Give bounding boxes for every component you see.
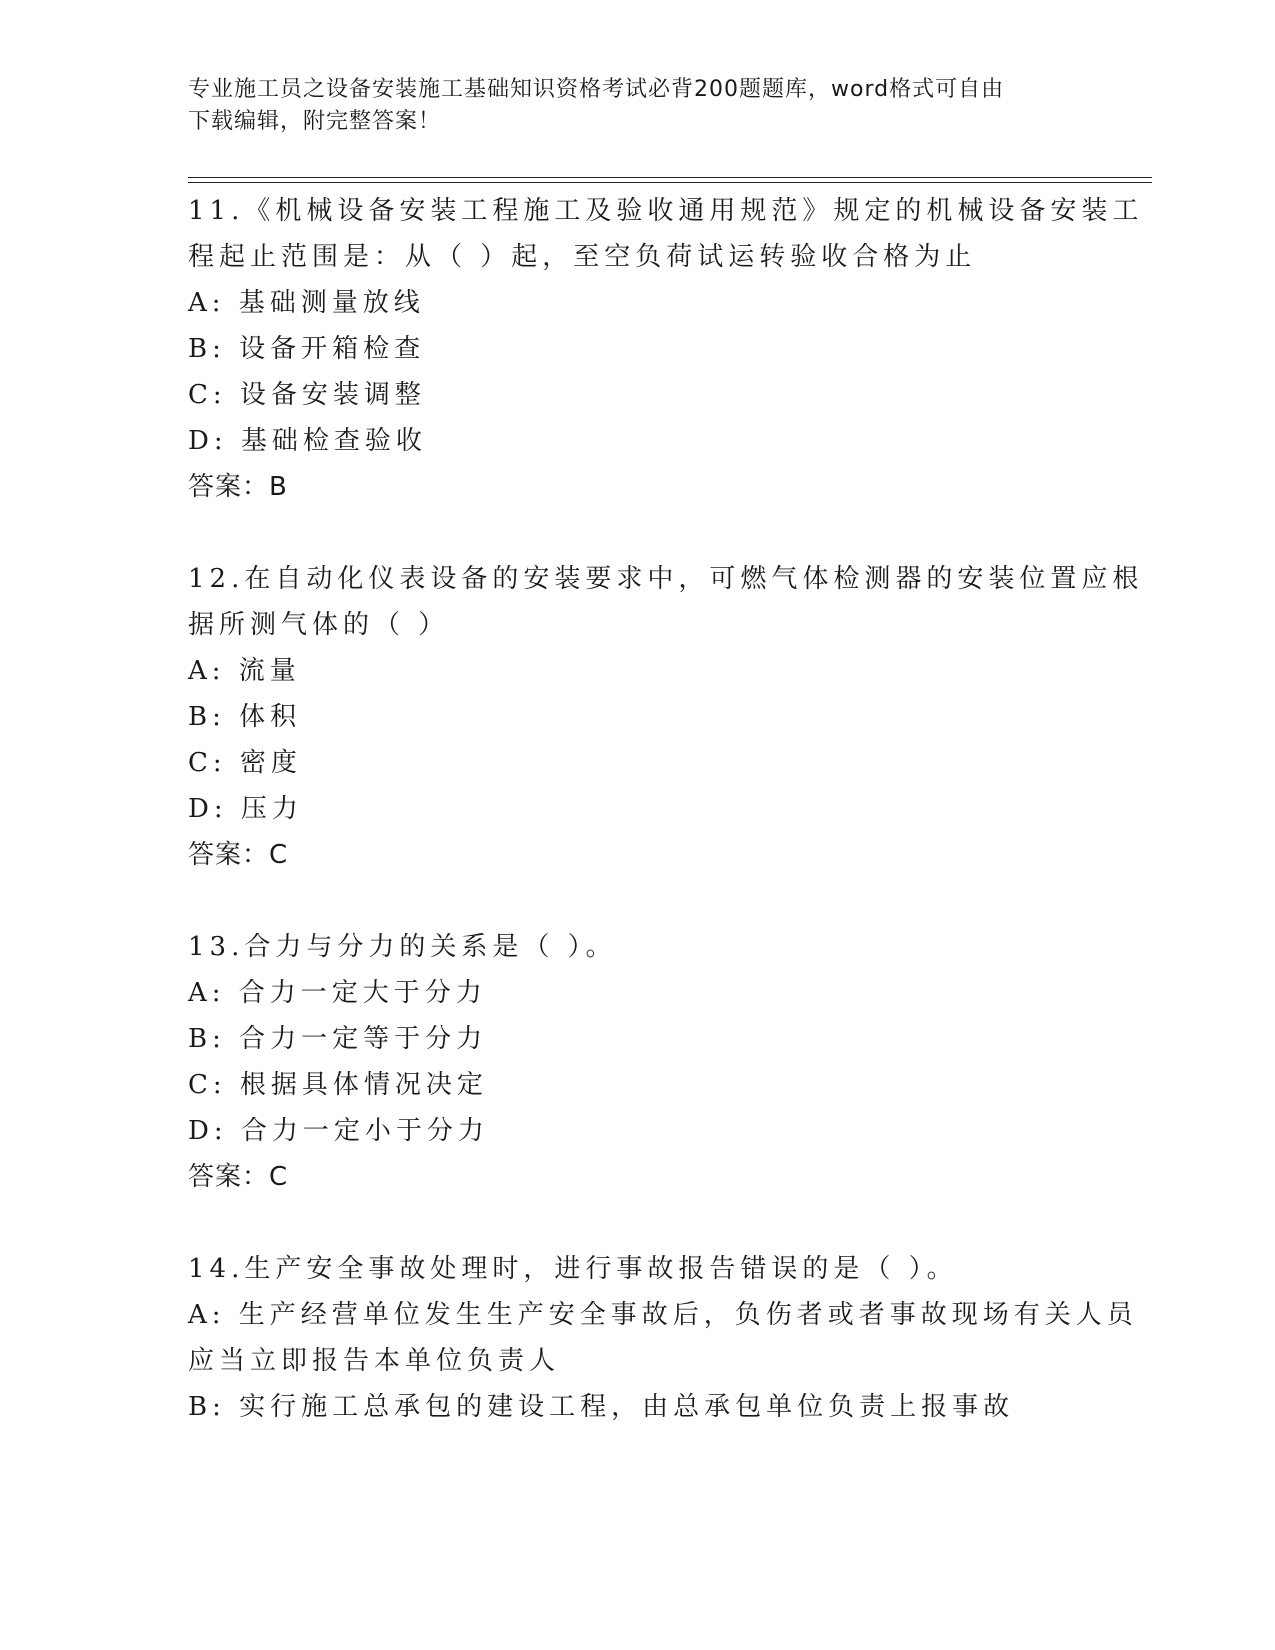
answer: 答案：C	[188, 1162, 289, 1192]
option-a: A: 合力一定大于分力	[188, 978, 487, 1008]
question-13	[188, 924, 1088, 1200]
option-c: C: 密度	[188, 748, 302, 778]
question-stem: 程起止范围是：从（ ）起，至空负荷试运转验收合格为止	[188, 242, 977, 272]
option-b: B: 设备开箱检查	[188, 334, 426, 364]
answer: 答案：C	[188, 840, 289, 870]
document-header	[188, 74, 1068, 138]
header-divider	[188, 177, 1152, 178]
question-12	[188, 556, 1144, 878]
option-d: D: 压力	[188, 794, 303, 824]
answer: 答案：B	[188, 472, 288, 502]
option-c: C: 根据具体情况决定	[188, 1070, 488, 1100]
option-b: B: 合力一定等于分力	[188, 1024, 488, 1054]
question-stem: 14.生产安全事故处理时，进行事故报告错误的是（ ）。	[188, 1254, 958, 1284]
header-line: 下载编辑，附完整答案！	[188, 109, 442, 134]
option-b: B: 实行施工总承包的建设工程，由总承包单位负责上报事故	[188, 1392, 1015, 1422]
header-divider	[188, 182, 1152, 183]
option-c: C: 设备安装调整	[188, 380, 426, 410]
question-stem: 据所测气体的（ ）	[188, 610, 450, 640]
question-stem: 13.合力与分力的关系是（ ）。	[188, 932, 617, 962]
option-d: D: 基础检查验收	[188, 426, 427, 456]
option-d: D: 合力一定小于分力	[188, 1116, 489, 1146]
option-b: B: 体积	[188, 702, 302, 732]
question-list	[188, 188, 1144, 1430]
header-line: 专业施工员之设备安装施工基础知识资格考试必背200题题库，word格式可自由	[188, 77, 1005, 102]
option-a-continued: 应当立即报告本单位负责人	[188, 1346, 561, 1376]
option-a: A: 生产经营单位发生生产安全事故后，负伤者或者事故现场有关人员	[188, 1300, 1138, 1330]
question-11	[188, 188, 1144, 510]
option-a: A: 流量	[188, 656, 301, 686]
question-stem: 11.《机械设备安装工程施工及验收通用规范》规定的机械设备安装工	[188, 196, 1144, 226]
option-a: A: 基础测量放线	[188, 288, 425, 318]
question-14	[188, 1246, 1138, 1430]
question-stem: 12.在自动化仪表设备的安装要求中，可燃气体检测器的安装位置应根	[188, 564, 1144, 594]
